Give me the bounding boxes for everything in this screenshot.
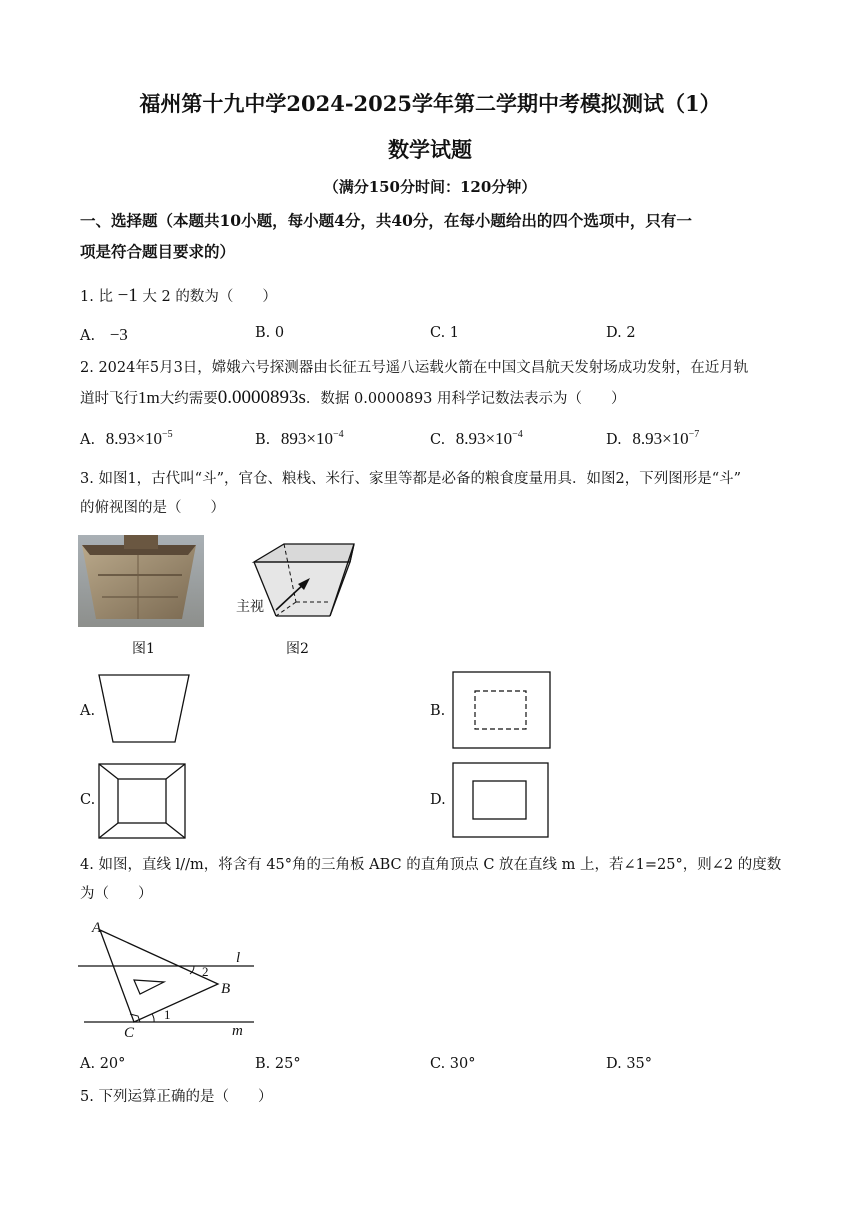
label-angle-2: 2 — [202, 964, 209, 979]
q1-option-d-letter: D. — [606, 325, 622, 341]
q2-line1: 2. 2024年5月3日，嫦娥六号探测器由长征五号遥八运载火箭在中国文昌航天发射场成功发射，在近月轨 — [80, 360, 749, 376]
figure-2-caption: 图2 — [286, 641, 309, 657]
q1-option-c-letter: C. — [430, 325, 446, 341]
figure-1-caption: 图1 — [132, 641, 155, 657]
section-heading-line2: 项是符合题目要求的） — [80, 242, 236, 261]
question-1 — [80, 281, 785, 312]
q1-option-c — [430, 325, 459, 341]
q2-option-d — [606, 429, 699, 449]
q1-option-b-text: 0 — [274, 325, 285, 341]
q1-option-d — [606, 325, 636, 341]
q2-option-a-value — [106, 429, 173, 448]
q2-option-d-base: 8.93×10 — [632, 429, 689, 448]
q1-option-b — [255, 325, 284, 341]
exam-title: 福州第十九中学2024-2025学年第二学期中考模拟测试（1） — [139, 91, 721, 116]
figure-1-photo — [78, 535, 204, 627]
q3-option-b-label: B. — [430, 703, 446, 719]
q4-line2: 为（ ） — [80, 886, 153, 902]
q3-line2: 的俯视图的是（ ） — [80, 500, 225, 516]
q4-option-d — [606, 1056, 652, 1072]
q3-option-b-shape — [452, 671, 551, 749]
label-b: B — [221, 981, 231, 997]
q4-option-b — [255, 1056, 301, 1072]
exam-info: （满分150分时间：120分钟） — [323, 178, 537, 196]
label-a: A — [92, 920, 102, 936]
question-4 — [80, 851, 785, 909]
q3-option-c-label: C. — [80, 792, 96, 808]
q1-option-a — [80, 325, 128, 345]
q2-line2-c: ．数据 0.0000893 用科学记数法表示为（ ） — [305, 391, 626, 407]
q2-option-c — [430, 429, 523, 449]
q4-option-a — [80, 1056, 125, 1072]
q2-line2-b: 大约需要 — [159, 391, 218, 407]
q2-line2-s: 0.0000893s — [217, 387, 306, 408]
q2-option-c-letter: C. — [430, 432, 446, 448]
q1-option-c-text: 1 — [449, 325, 460, 341]
q2-option-b-exp: −4 — [332, 429, 344, 440]
q3-line1: 3. 如图1，古代叫“斗”，官仓、粮栈、米行、家里等都是必备的粮食度量用具．如图2，下列图形是“斗” — [80, 471, 742, 487]
q1-option-d-text: 2 — [626, 325, 636, 341]
q2-option-d-exp: −7 — [688, 429, 700, 440]
section-heading-line1: 一、选择题（本题共10小题，每小题4分，共40分，在每小题给出的四个选项中，只有一 — [80, 211, 692, 230]
section-heading — [80, 205, 790, 267]
q2-option-a-base: 8.93×10 — [105, 429, 163, 448]
q4-option-c-letter: C. — [430, 1056, 446, 1072]
q4-option-b-letter: B. — [255, 1056, 271, 1072]
q1-option-a-text: −3 — [109, 325, 128, 344]
q2-line2-a: 道时飞行 — [80, 391, 138, 407]
q3-option-c-shape — [98, 763, 186, 839]
q2-option-d-letter: D. — [606, 432, 622, 448]
figure-2-view-label: 主视 — [236, 599, 264, 615]
question-3 — [80, 465, 785, 523]
q1-prefix: 1. 比 — [80, 289, 113, 305]
q2-option-a — [80, 429, 173, 449]
question-5: 5. 下列运算正确的是（ ） — [80, 1089, 273, 1105]
q4-option-b-text: 25° — [274, 1056, 301, 1072]
q3-option-a-label: A. — [80, 703, 96, 719]
q2-option-b-base: 893×10 — [280, 429, 333, 448]
q2-option-b-value — [281, 429, 344, 448]
q3-option-a-shape — [98, 674, 190, 744]
q1-number: −1 — [117, 285, 138, 306]
q4-option-a-text: 20° — [99, 1056, 126, 1072]
q2-line2-m: 1m — [138, 388, 160, 407]
label-c: C — [124, 1025, 135, 1041]
q2-option-a-letter: A. — [80, 432, 96, 448]
q4-option-d-text: 35° — [626, 1056, 653, 1072]
q4-option-c — [430, 1056, 476, 1072]
q1-option-b-letter: B. — [255, 325, 271, 341]
label-l: l — [236, 950, 241, 966]
q2-option-c-exp: −4 — [512, 429, 523, 440]
q2-option-b — [255, 429, 344, 449]
q2-option-a-exp: −5 — [162, 429, 173, 440]
q2-option-c-base: 8.93×10 — [455, 429, 513, 448]
q4-triangle-figure — [76, 918, 256, 1042]
question-2 — [80, 354, 785, 414]
figure-2-frustum — [232, 540, 362, 630]
label-angle-1: 1 — [164, 1007, 171, 1022]
exam-subject: 数学试题 — [388, 137, 472, 162]
q3-option-d-label: D. — [430, 792, 446, 808]
q4-option-c-text: 30° — [449, 1056, 476, 1072]
q2-line2 — [80, 383, 785, 414]
q2-option-d-value — [632, 429, 699, 448]
q4-option-a-letter: A. — [80, 1056, 96, 1072]
q1-option-a-letter: A. — [80, 328, 96, 344]
q2-option-b-letter: B. — [255, 432, 271, 448]
q2-option-c-value — [456, 429, 523, 448]
q4-line1: 4. 如图，直线 l//m，将含有 45°角的三角板 ABC 的直角顶点 C 放在直线 m 上，若∠1=25°，则∠2 的度数 — [80, 857, 782, 873]
q4-option-d-letter: D. — [606, 1056, 622, 1072]
label-m: m — [232, 1023, 243, 1039]
q3-option-d-shape — [452, 762, 549, 838]
q1-suffix: 大 2 的数为（ ） — [142, 289, 277, 305]
